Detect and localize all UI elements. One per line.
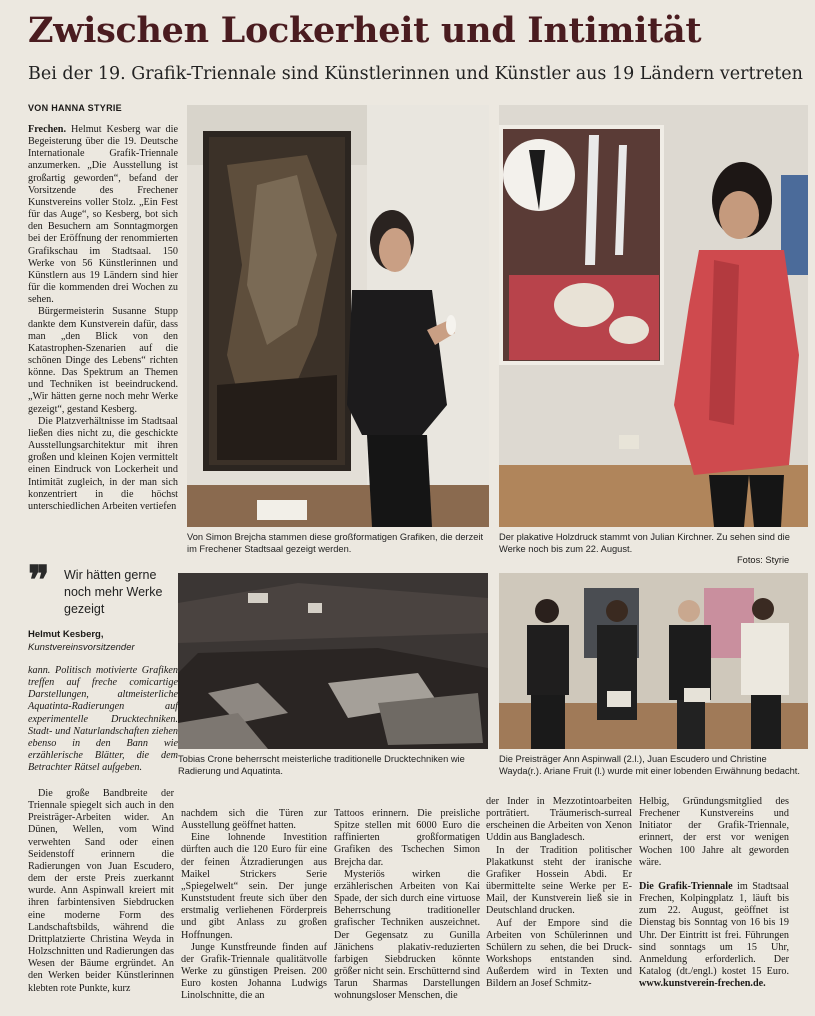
article-column-4 xyxy=(334,808,480,1003)
photo-brejcha-artwork xyxy=(187,105,489,527)
paragraph: Mysteriös wirken die erzählerischen Arbeiten von Kai Spade, der sich durch eine virtuose Beherrschung traditioneller grafischer Techniken auszeichnet. Der Gegensatz zu Gunilla Jänichens plakativ-reduzierten farbigen Siebdrucken könnte größer nicht sein. Erschütternd sind Tarun Sharmas Darstellungen wohnungsloser Menschen, die xyxy=(334,868,480,1002)
paragraph: Helbig, Gründungsmitglied des Frechener Kunstvereins und Initiator der Grafik-Triennale, erinnert, der erst vor wenigen Wochen 100 Jahre alt geworden wäre. xyxy=(639,796,789,868)
photo-credit: Fotos: Styrie xyxy=(737,555,790,565)
caption-photo2: Der plakative Holzdruck stammt von Julian Kirchner. Zu sehen sind die Werke noch bis zum 22. August. xyxy=(499,532,790,554)
caption-photo3: Tobias Crone beherrscht meisterliche traditionelle Drucktechniken wie Radierung und Aquatinta. xyxy=(178,754,465,776)
info-text: im Stadtsaal Frechen, Kolpingplatz 1, läuft bis zum 22. August, geöffnet ist Dienstag bis Sonntag von 16 bis 19 Uhr. Der Eintritt ist frei. Führungen sind sonntags um 15 Uhr, Anmeldung erforderlich. Der Katalog (dt./engl.) kostet 15 Euro. xyxy=(639,880,789,978)
paragraph: Die große Bandbreite der Triennale spiegelt sich auch in den Preisträger-Arbeiten wider. An Dünen, Wellen, vom Wind verwehten Sand oder einen Seidenstoff erinnern die Radierungen von Juan Escudero, dem der erste Preis zuerkannt wurde. Ann Aspinwall kreiert mit ihren farbintensiven Siebdrucken eine moderne Form des Landschaftsbilds, während die Drittplatzierte Christina Weyda in Holzschnitten und Radierungen das Wesen der Bäume ergründet. An den Werken beider Künstlerinnen klebten rote Punkte, kurz xyxy=(28,788,174,994)
caption-photo4: Die Preisträger Ann Aspinwall (2.l.), Juan Escudero und Christine Wayda(r.). Ariane Fruit (l.) wurde mit einer lobenden Erwähnung bedacht. xyxy=(499,754,800,776)
quote-text: Wir hätten gerne noch mehr Werke gezeigt xyxy=(64,568,163,616)
paragraph: Helmut Kesberg war die Begeisterung über die 19. Deutsche Internationale Grafik-Triennale anzumerken. „Die Ausstellung ist großartig geworden“, befand der Vorsitzende des Frechener Kunstvereins voller Stolz. „Ein Fest für das Auge“, so Kesberg, bot sich den Besuchern am Sonntagmorgen bei der Eröffnung der renommierten Grafikschau im Stadtsaal. 150 Werke von 56 Künstlerinnen und Künstlern aus 19 Ländern sind hier für die kommenden drei Wochen zu sehen. xyxy=(28,124,178,306)
article-column-3 xyxy=(181,808,327,1003)
quote-author: Helmut Kesberg, xyxy=(28,629,104,640)
photo-crone-etching xyxy=(178,573,488,749)
paragraph: Junge Kunstfreunde finden auf der Grafik-Triennale qualitätvolle Werke zu günstigen Preisen. 200 Euro kosten Johanna Ludwigs Linolschnitte, die an xyxy=(181,941,327,1002)
article-column-5 xyxy=(486,796,632,991)
paragraph: nachdem sich die Türen zur Ausstellung geöffnet hatten. xyxy=(181,808,327,832)
article-column-6 xyxy=(639,796,789,990)
byline: VON HANNA STYRIE xyxy=(28,103,122,113)
paragraph: der Inder in Mezzotintoarbeiten porträtiert. Träumerisch-surreal erscheinen die Arbeiten von Xenon Uddin aus Bangladesch. xyxy=(486,796,632,844)
photo-kirchner-illustration xyxy=(499,105,808,527)
photo-prize-winners xyxy=(499,573,808,749)
photo-kirchner-woodcut xyxy=(499,105,808,527)
photo-winners-illustration xyxy=(499,573,808,749)
dateline: Frechen. xyxy=(28,124,67,135)
paragraph: In der Tradition politischer Plakatkunst steht der iranische Grafiker Hossein Abdi. Er übermittelte seine Werke per E-Mail, der Kunstverein ließ sie in Deutschland drucken. xyxy=(486,844,632,917)
info-box xyxy=(639,881,789,990)
paragraph: Tattoos erinnern. Die preisliche Spitze stellen mit 6000 Euro die raffinierten großformatigen Grafiken des Tschechen Simon Brejcha dar. xyxy=(334,808,480,868)
photo-brejcha-illustration xyxy=(187,105,489,527)
photo-crone-illustration xyxy=(178,573,488,749)
paragraph: Bürgermeisterin Susanne Stupp dankte dem Kunstverein dafür, dass man „den Blick von den Katastrophen-Szenarien auf die schönen Dinge des Lebens“ richten könne. Das Spektrum an Themen und Techniken ist beeindruckend. „Wir hätten gerne noch mehr Werke gezeigt“, gestand Kesberg. xyxy=(28,306,178,415)
quote-mark-icon: ❞ xyxy=(28,557,50,604)
subheadline: Bei der 19. Grafik-Triennale sind Künstlerinnen und Künstler aus 19 Ländern vertreten xyxy=(28,64,803,84)
website-link[interactable]: www.kunstverein-frechen.de. xyxy=(639,978,766,990)
paragraph: kann. Politisch motivierte Grafiken treffen auf freche comicartige Darstellungen, altmeisterliche Aquatinta-Radierungen auf experimentelle Drucktechniken. Stadt- und Naturlandschaften ziehen ebenso in den Bann wie erzählerische Blätter, die dem Betrachter Rätsel aufgeben. xyxy=(28,665,178,774)
paragraph: Die Platzverhältnisse im Stadtsaal ließen dies nicht zu, die geschickte Ausstellungsarchitektur mit ihren großen und kleinen Kojen vermittelt einen Eindruck von Lockerheit und Intimität zugleich, in der man sich konzentriert in die höchst unterschiedlichen Arbeiten vertiefen xyxy=(28,415,178,512)
info-lead: Die Grafik-Triennale xyxy=(639,880,733,892)
article-column-1-continued xyxy=(28,665,178,774)
paragraph: Eine lohnende Investition dürften auch die 120 Euro für eine der feinen Ätzradierungen aus Maikel Strickers Serie „Spiegelwelt“ sein. Der junge Kunststudent freute sich über den erstmalig verliehenen Förderpreis und gibt Anlass zu großen Hoffnungen. xyxy=(181,832,327,941)
headline: Zwischen Lockerheit und Intimität xyxy=(28,10,702,51)
article-column-1 xyxy=(28,124,178,513)
caption-photo1: Von Simon Brejcha stammen diese großformatigen Grafiken, die derzeit im Frechener Stadtsaal gezeigt werden. xyxy=(187,532,484,554)
paragraph: Auf der Empore sind die Arbeiten von Schülerinnen und Schülern zu sehen, die bei Druck-Workshops entstanden sind. Außerdem wird in Texten und Bildern an Josef Schmitz- xyxy=(486,917,632,990)
quote-role: Kunstvereinsvorsitzender xyxy=(28,642,135,653)
article-column-2 xyxy=(28,788,174,995)
